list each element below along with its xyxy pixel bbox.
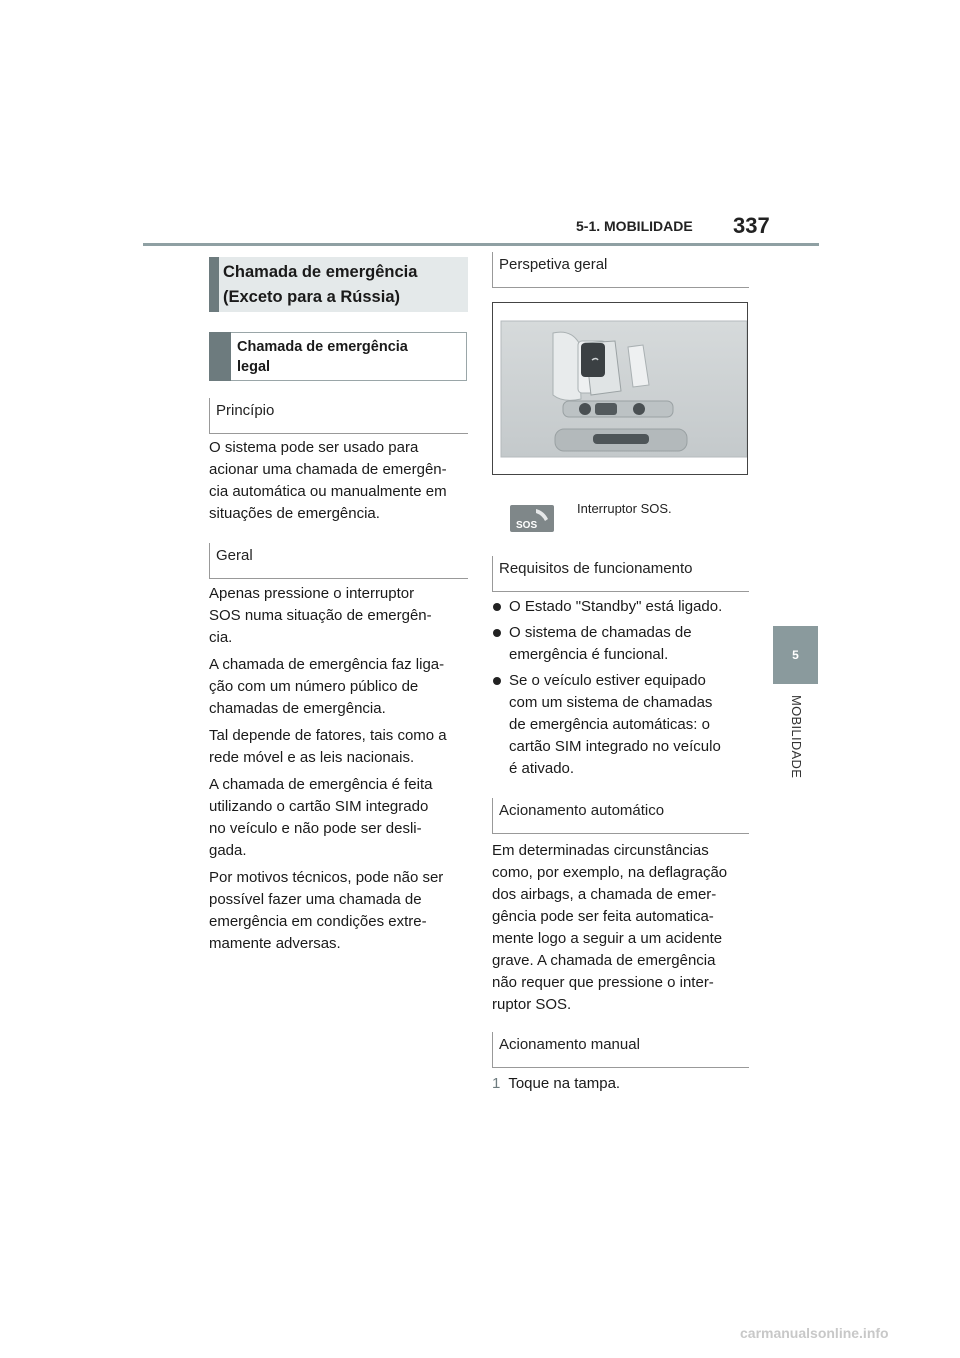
- page-number: 337: [733, 213, 770, 238]
- general-paragraph: Tal depende de fatores, tais como a rede móvel e as leis nacionais.: [209, 727, 447, 766]
- main-heading-box: [209, 257, 468, 312]
- list-item: O sistema de chamadas de emergência é funcional.: [492, 622, 754, 666]
- auto-activation-heading: Acionamento automático: [492, 798, 749, 834]
- step-item: [492, 1075, 620, 1092]
- chapter-tab: [773, 626, 818, 684]
- bullet-icon: [493, 603, 501, 611]
- overhead-console-illustration: [493, 303, 747, 474]
- subheading-accent-bar: [209, 332, 231, 381]
- overhead-console-photo: [492, 302, 748, 475]
- general-paragraph: A chamada de emergência faz liga- ção com um número público de chamadas de emergência.: [209, 656, 445, 717]
- sos-icon-label: SOS: [516, 520, 538, 531]
- requirements-list: [492, 596, 754, 784]
- chapter-label: [786, 695, 806, 795]
- sub-heading: Chamada de emergência legal: [237, 339, 408, 375]
- running-header-section: 5-1. MOBILIDADE: [576, 218, 693, 234]
- sub-heading-box: [209, 332, 467, 381]
- bullet-icon: [493, 629, 501, 637]
- general-heading: Geral: [209, 543, 468, 579]
- main-heading: Chamada de emergência (Exceto para a Rússia): [223, 263, 418, 306]
- bullet-icon: [493, 677, 501, 685]
- sos-caption: Interruptor SOS.: [577, 501, 672, 516]
- manual-activation-heading: Acionamento manual: [492, 1032, 749, 1068]
- general-paragraph: Apenas pressione o interruptor SOS numa situação de emergên- cia.: [209, 585, 432, 646]
- principle-heading: Princípio: [209, 398, 468, 434]
- list-item: Se o veículo estiver equipado com um sistema de chamadas de emergência automáticas: o cartão SIM integrado no veículo é ativado.: [492, 670, 754, 780]
- general-body: [209, 583, 471, 960]
- header-rule: [143, 243, 819, 246]
- step-number: 1: [492, 1075, 501, 1092]
- watermark: carmanualsonline.info: [740, 1325, 889, 1341]
- step-text: Toque na tampa.: [508, 1075, 621, 1092]
- sos-icon: [510, 505, 554, 532]
- chapter-label-text: MOBILIDADE: [789, 695, 804, 779]
- auto-activation-paragraph: Em determinadas circunstâncias como, por exemplo, na deflagração dos airbags, a chamada de emer- gência pode ser feita automatica- mente logo a seguir a um acidente grave. A chamada de emergência não requer que pressione o inter- ruptor SOS.: [492, 842, 728, 1013]
- general-paragraph: Por motivos técnicos, pode não ser possível fazer uma chamada de emergência em condições extre- mamente adversas.: [209, 869, 444, 952]
- heading-accent-bar: [209, 257, 219, 312]
- overview-heading: Perspetiva geral: [492, 252, 749, 288]
- requirements-heading: Requisitos de funcionamento: [492, 556, 749, 592]
- general-paragraph: A chamada de emergência é feita utilizando o cartão SIM integrado no veículo e não pode ser desli- gada.: [209, 776, 433, 859]
- principle-paragraph: O sistema pode ser usado para acionar uma chamada de emergên- cia automática ou manualmente em situações de emergência.: [209, 439, 447, 522]
- chapter-number: 5: [792, 648, 799, 662]
- list-item: O Estado "Standby" está ligado.: [492, 596, 754, 618]
